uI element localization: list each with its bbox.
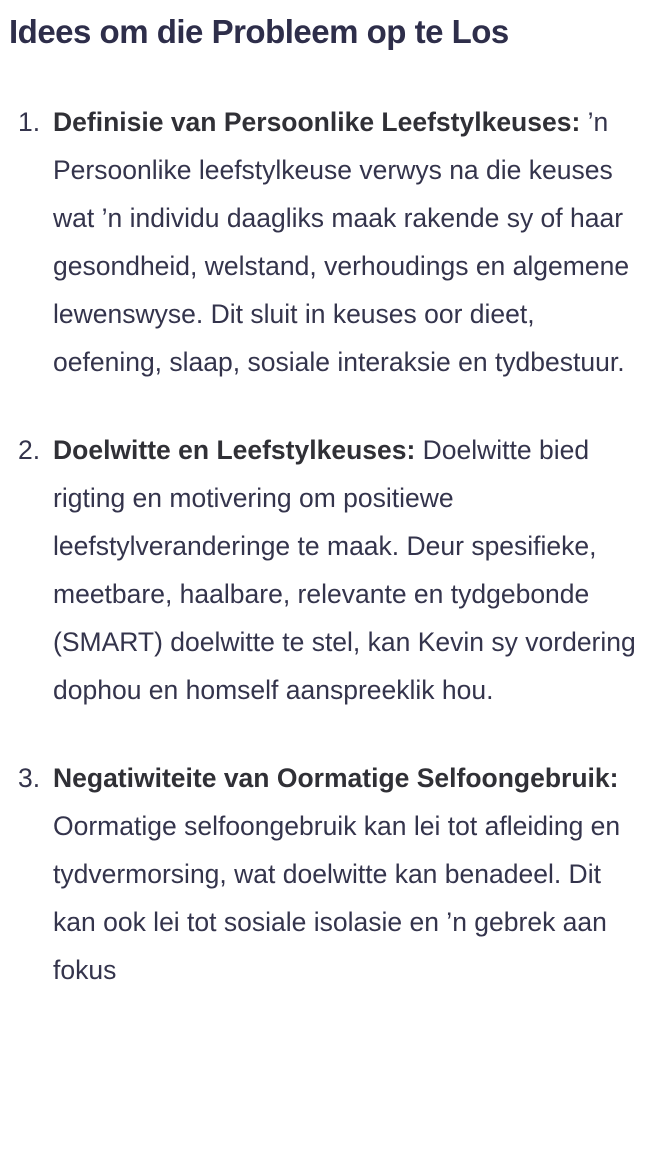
item-title: Doelwitte en Leefstylkeuses: (53, 435, 416, 465)
list-item (0, 426, 650, 714)
item-text: ’n Persoonlike leefstylkeuse verwys na die keuses wat ’n individu daagliks maak rakende sy of haar gesondheid, welstand, verhoudings en algemene lewenswyse. Dit sluit in keuses oor dieet, oefening, slaap, sosiale interaksie en tydbestuur. (53, 107, 630, 377)
section-heading: Idees om die Probleem op te Los (9, 13, 509, 50)
list-item (0, 754, 650, 994)
item-number: 1. (18, 107, 41, 137)
item-text: Doelwitte bied rigting en motivering om positiewe leefstylveranderinge te maak. Deur spesifieke, meetbare, haalbare, relevante en tydgebonde (SMART) doelwitte te stel, kan Kevin sy vordering dophou en homself aanspreeklik hou. (53, 435, 636, 705)
item-title: Definisie van Persoonlike Leefstylkeuses: (53, 107, 581, 137)
item-number: 2. (18, 435, 41, 465)
list-item (0, 98, 650, 386)
item-text: Oormatige selfoongebruik kan lei tot afleiding en tydvermorsing, wat doelwitte kan benadeel. Dit kan ook lei tot sosiale isolasie en ’n gebrek aan fokus (53, 811, 621, 985)
item-number: 3. (18, 763, 41, 793)
ideas-list (0, 98, 650, 1034)
item-title: Negatiwiteite van Oormatige Selfoongebruik: (53, 763, 619, 793)
